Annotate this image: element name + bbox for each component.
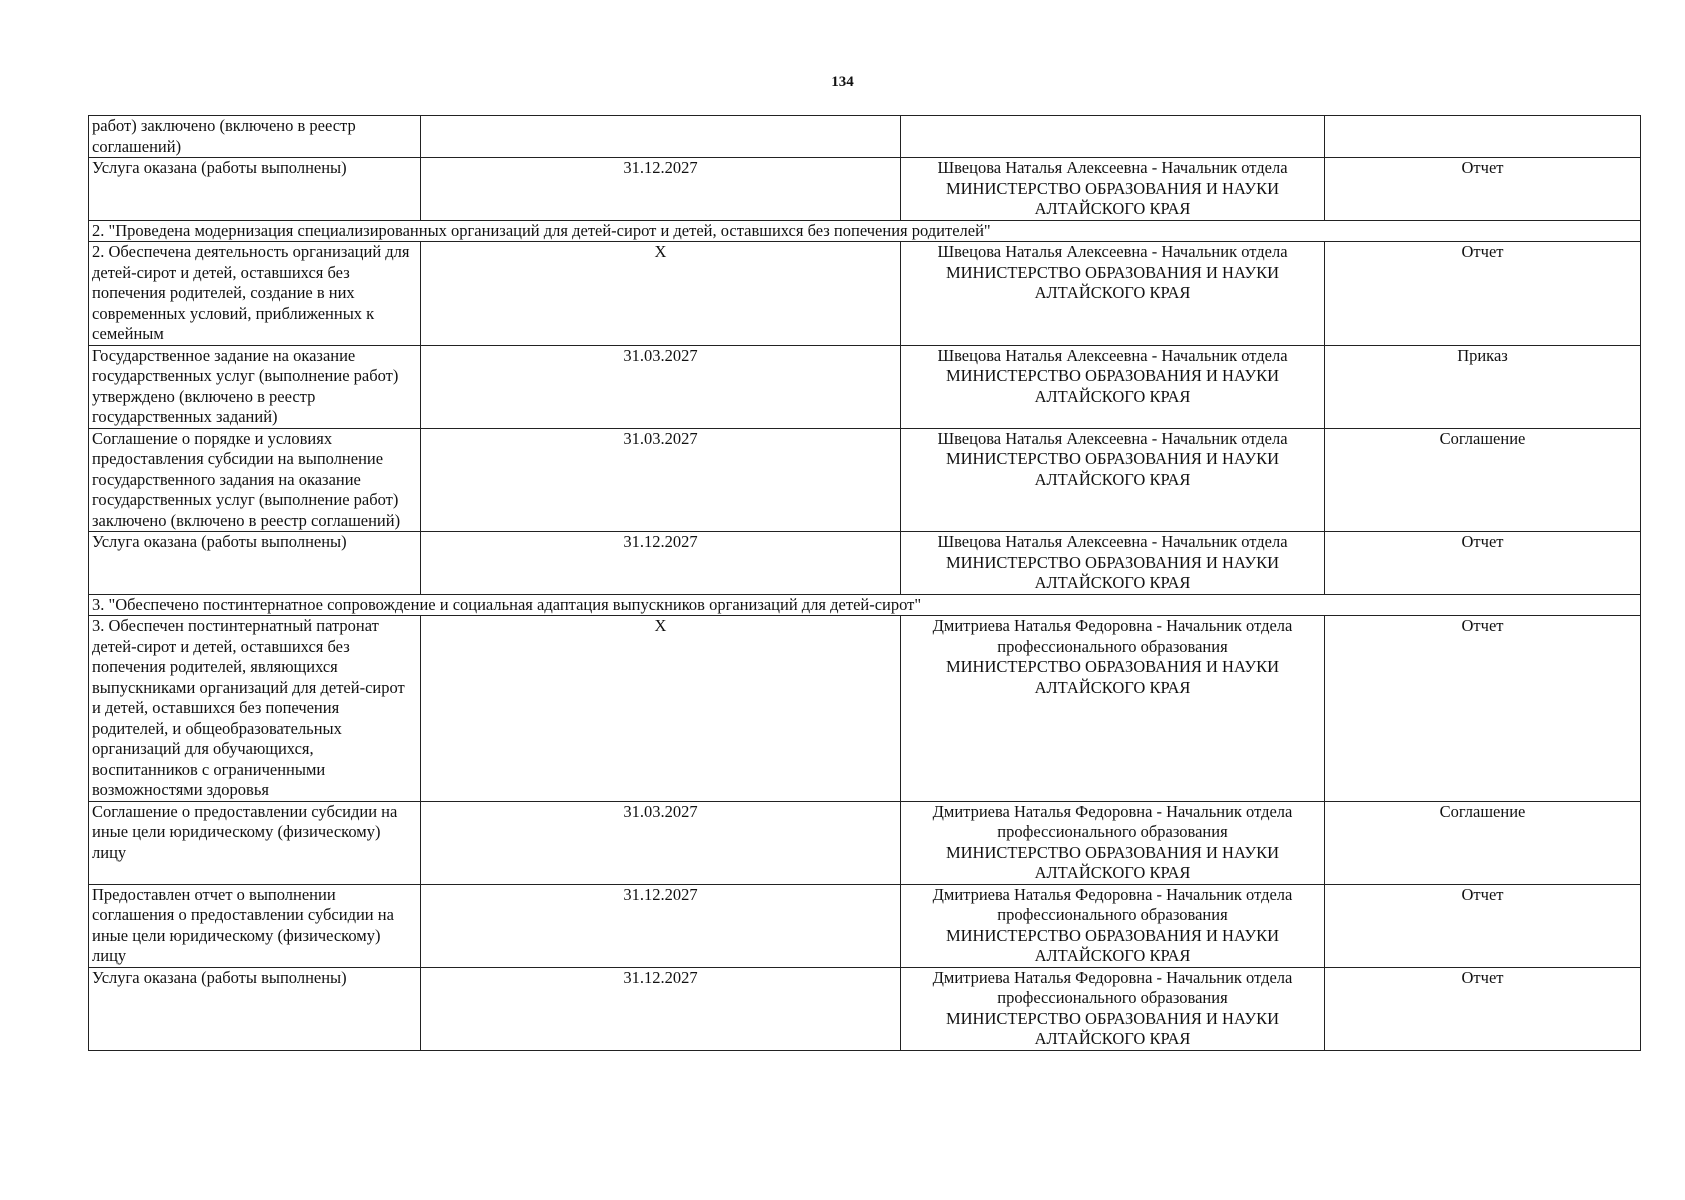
date-cell: 31.12.2027 — [421, 967, 901, 1050]
responsible-line: АЛТАЙСКОГО КРАЯ — [1034, 573, 1191, 592]
responsible-line: профессионального образования — [997, 636, 1228, 656]
date-cell: 31.12.2027 — [421, 532, 901, 595]
event-cell: Услуга оказана (работы выполнены) — [89, 532, 421, 595]
responsible-line: профессионального образования — [997, 822, 1228, 841]
responsible-line: АЛТАЙСКОГО КРАЯ — [1034, 199, 1191, 218]
implementation-plan-table — [88, 115, 1641, 1051]
document-cell: Отчет — [1325, 616, 1641, 802]
table-row — [89, 801, 1641, 884]
event-cell: Соглашение о предоставлении субсидии на иные цели юридическому (физическому) лицу — [89, 801, 421, 884]
document-cell: Отчет — [1325, 242, 1641, 346]
responsible-line: АЛТАЙСКОГО КРАЯ — [1034, 283, 1191, 302]
responsible-line: МИНИСТЕРСТВО ОБРАЗОВАНИЯ И НАУКИ — [945, 552, 1280, 572]
section-title: 2. "Проведена модернизация специализированных организаций для детей-сирот и детей, оставшихся без попечения родителей" — [89, 220, 1641, 242]
date-cell: 31.03.2027 — [421, 428, 901, 532]
table-row — [89, 345, 1641, 428]
responsible-cell — [901, 616, 1325, 802]
responsible-line: профессионального образования — [997, 905, 1228, 924]
responsible-line: АЛТАЙСКОГО КРАЯ — [1034, 469, 1191, 489]
responsible-line: МИНИСТЕРСТВО ОБРАЗОВАНИЯ И НАУКИ — [945, 657, 1280, 676]
responsible-cell — [901, 242, 1325, 346]
responsible-line: Дмитриева Наталья Федоровна - Начальник отдела — [932, 967, 1293, 987]
responsible-cell — [901, 532, 1325, 595]
responsible-cell — [901, 884, 1325, 967]
plan-table-body — [89, 116, 1641, 1051]
responsible-line: МИНИСТЕРСТВО ОБРАЗОВАНИЯ И НАУКИ — [945, 366, 1280, 385]
responsible-line: Дмитриева Наталья Федоровна - Начальник отдела — [932, 884, 1293, 904]
event-cell: Услуга оказана (работы выполнены) — [89, 967, 421, 1050]
responsible-line: МИНИСТЕРСТВО ОБРАЗОВАНИЯ И НАУКИ — [945, 262, 1280, 282]
date-cell: 31.03.2027 — [421, 801, 901, 884]
responsible-cell — [901, 158, 1325, 221]
responsible-line: профессионального образования — [997, 988, 1228, 1007]
responsible-line: Дмитриева Наталья Федоровна - Начальник отдела — [932, 801, 1293, 821]
section-header-row — [89, 594, 1641, 616]
event-cell: Государственное задание на оказание государственных услуг (выполнение работ) утверждено (включено в реестр государственных заданий) — [89, 345, 421, 428]
responsible-line: Швецова Наталья Алексеевна - Начальник отдела — [937, 345, 1288, 365]
document-cell: Соглашение — [1325, 428, 1641, 532]
date-cell: 31.12.2027 — [421, 884, 901, 967]
responsible-line: АЛТАЙСКОГО КРАЯ — [1034, 677, 1191, 697]
document-cell — [1325, 116, 1641, 158]
document-cell: Отчет — [1325, 532, 1641, 595]
responsible-cell — [901, 116, 1325, 158]
event-cell: 3. Обеспечен постинтернатный патронат детей-сирот и детей, оставшихся без попечения родителей, являющихся выпускниками организаций для детей-сирот и детей, оставшихся без попечения родителей, и общеобразовательных организаций для обучающихся, воспитанников с ограниченными возможностями здоровья — [89, 616, 421, 802]
event-cell: 2. Обеспечена деятельность организаций для детей-сирот и детей, оставшихся без попечения родителей, создание в них современных условий, приближенных к семейным — [89, 242, 421, 346]
table-row — [89, 158, 1641, 221]
responsible-line: АЛТАЙСКОГО КРАЯ — [1034, 1029, 1191, 1048]
document-cell: Отчет — [1325, 158, 1641, 221]
document-cell: Соглашение — [1325, 801, 1641, 884]
responsible-cell — [901, 428, 1325, 532]
responsible-line: МИНИСТЕРСТВО ОБРАЗОВАНИЯ И НАУКИ — [945, 178, 1280, 198]
responsible-line: МИНИСТЕРСТВО ОБРАЗОВАНИЯ И НАУКИ — [945, 925, 1280, 945]
table-row — [89, 532, 1641, 595]
event-cell: Услуга оказана (работы выполнены) — [89, 158, 421, 221]
date-cell: 31.03.2027 — [421, 345, 901, 428]
page-number: 134 — [831, 74, 854, 90]
table-row — [89, 616, 1641, 802]
event-cell: Соглашение о порядке и условиях предоставления субсидии на выполнение государственного задания на оказание государственных услуг (выполнение работ) заключено (включено в реестр соглашений) — [89, 428, 421, 532]
responsible-line: Швецова Наталья Алексеевна - Начальник отдела — [937, 158, 1288, 177]
responsible-line: МИНИСТЕРСТВО ОБРАЗОВАНИЯ И НАУКИ — [945, 449, 1280, 468]
document-cell: Отчет — [1325, 967, 1641, 1050]
responsible-line: АЛТАЙСКОГО КРАЯ — [1034, 386, 1191, 406]
table-row — [89, 967, 1641, 1050]
date-cell: X — [421, 242, 901, 346]
responsible-line: Дмитриева Наталья Федоровна - Начальник отдела — [932, 616, 1293, 635]
table-row — [89, 428, 1641, 532]
responsible-cell — [901, 967, 1325, 1050]
event-cell: Предоставлен отчет о выполнении соглашения о предоставлении субсидии на иные цели юридическому (физическому) лицу — [89, 884, 421, 967]
table-row — [89, 242, 1641, 346]
document-cell: Отчет — [1325, 884, 1641, 967]
responsible-line: Швецова Наталья Алексеевна - Начальник отдела — [937, 242, 1288, 261]
document-cell: Приказ — [1325, 345, 1641, 428]
section-title: 3. "Обеспечено постинтернатное сопровождение и социальная адаптация выпускников организаций для детей-сирот" — [89, 594, 1641, 616]
responsible-line: Швецова Наталья Алексеевна - Начальник отдела — [937, 428, 1288, 448]
section-header-row — [89, 220, 1641, 242]
responsible-cell — [901, 345, 1325, 428]
event-cell: работ) заключено (включено в реестр соглашений) — [89, 116, 421, 158]
table-row — [89, 116, 1641, 158]
responsible-cell — [901, 801, 1325, 884]
responsible-line: МИНИСТЕРСТВО ОБРАЗОВАНИЯ И НАУКИ — [945, 842, 1280, 862]
responsible-line: АЛТАЙСКОГО КРАЯ — [1034, 946, 1191, 965]
date-cell: X — [421, 616, 901, 802]
table-row — [89, 884, 1641, 967]
date-cell: 31.12.2027 — [421, 158, 901, 221]
responsible-line: МИНИСТЕРСТВО ОБРАЗОВАНИЯ И НАУКИ — [945, 1008, 1280, 1028]
responsible-line: Швецова Наталья Алексеевна - Начальник отдела — [937, 532, 1288, 551]
responsible-line: АЛТАЙСКОГО КРАЯ — [1034, 863, 1191, 882]
date-cell — [421, 116, 901, 158]
